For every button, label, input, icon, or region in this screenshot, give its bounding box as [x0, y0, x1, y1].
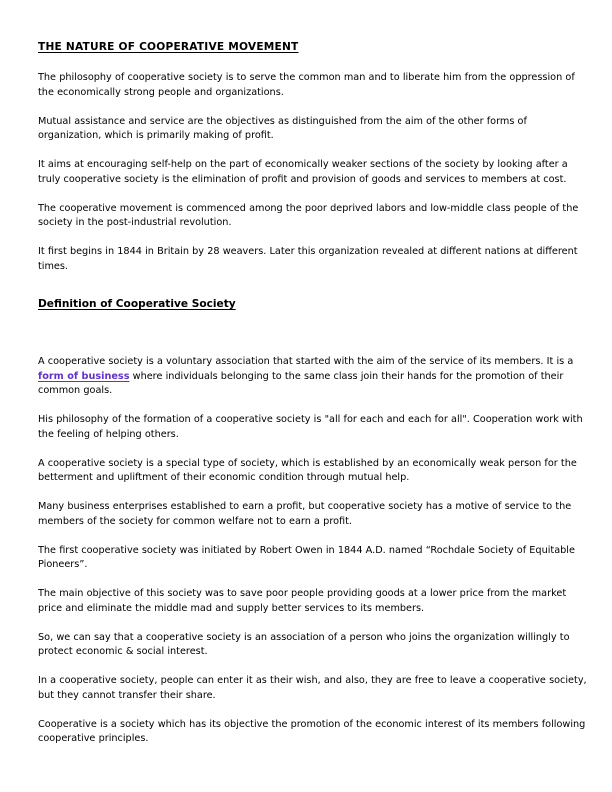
paragraph-with-link — [38, 355, 588, 399]
body-paragraph-group — [38, 413, 588, 747]
paragraph: Many business enterprises established to earn a profit, but cooperative society has a motive of service to the members of the society for common welfare not to earn a profit. — [38, 501, 572, 527]
link-paragraph-text-after: where individuals belonging to the same class join their hands for the promotion of their common goals. — [38, 370, 564, 397]
paragraph: The cooperative movement is commenced among the poor deprived labors and low-middle class people of the society in the post-industrial revolution. — [38, 202, 579, 229]
paragraph: So, we can say that a cooperative society is an association of a person who joins the organization willingly to protect economic & social interest. — [38, 631, 570, 658]
paragraph: In a cooperative society, people can enter it as their wish, and also, they are free to leave a cooperative society, but they cannot transfer their share. — [38, 675, 587, 701]
heading-bottom-spacer — [38, 311, 588, 355]
paragraph: It aims at encouraging self-help on the part of economically weaker sections of the society by looking after a truly cooperative society is the elimination of profit and provision of goods and services to members at cost. — [38, 159, 568, 185]
paragraph: Mutual assistance and service are the objectives as distinguished from the aim of the other forms of organization, which is primarily making of profit. — [38, 115, 527, 142]
paragraph: Cooperative is a society which has its objective the promotion of the economic interest of its members following cooperative principles. — [38, 718, 586, 745]
section-heading-definition: Definition of Cooperative Society — [38, 297, 236, 310]
paragraph: The first cooperative society was initiated by Robert Owen in 1844 A.D. named “Rochdale Society of Equitable Pioneers”. — [38, 544, 575, 571]
intro-paragraph-group — [38, 71, 588, 274]
paragraph: It first begins in 1844 in Britain by 28 weavers. Later this organization revealed at different nations at different times. — [38, 246, 578, 272]
heading-top-spacer — [38, 289, 588, 297]
page-title: THE NATURE OF COOPERATIVE MOVEMENT — [38, 41, 299, 53]
form-of-business-link[interactable]: form of business — [38, 370, 130, 382]
paragraph: A cooperative society is a special type of society, which is established by an economically weak person for the betterment and upliftment of their economic condition through mutual help. — [38, 457, 577, 484]
link-paragraph-text-before: A cooperative society is a voluntary association that started with the aim of the service of its members. It is a — [38, 356, 574, 368]
paragraph: The philosophy of cooperative society is to serve the common man and to liberate him from the oppression of the economically strong people and organizations. — [38, 72, 575, 98]
paragraph: His philosophy of the formation of a cooperative society is "all for each and each for all". Cooperation work with the feeling of helping others. — [38, 414, 583, 440]
paragraph: The main objective of this society was to save poor people providing goods at a lower price from the market price and eliminate the middle mad and supply better services to its members. — [38, 588, 567, 614]
